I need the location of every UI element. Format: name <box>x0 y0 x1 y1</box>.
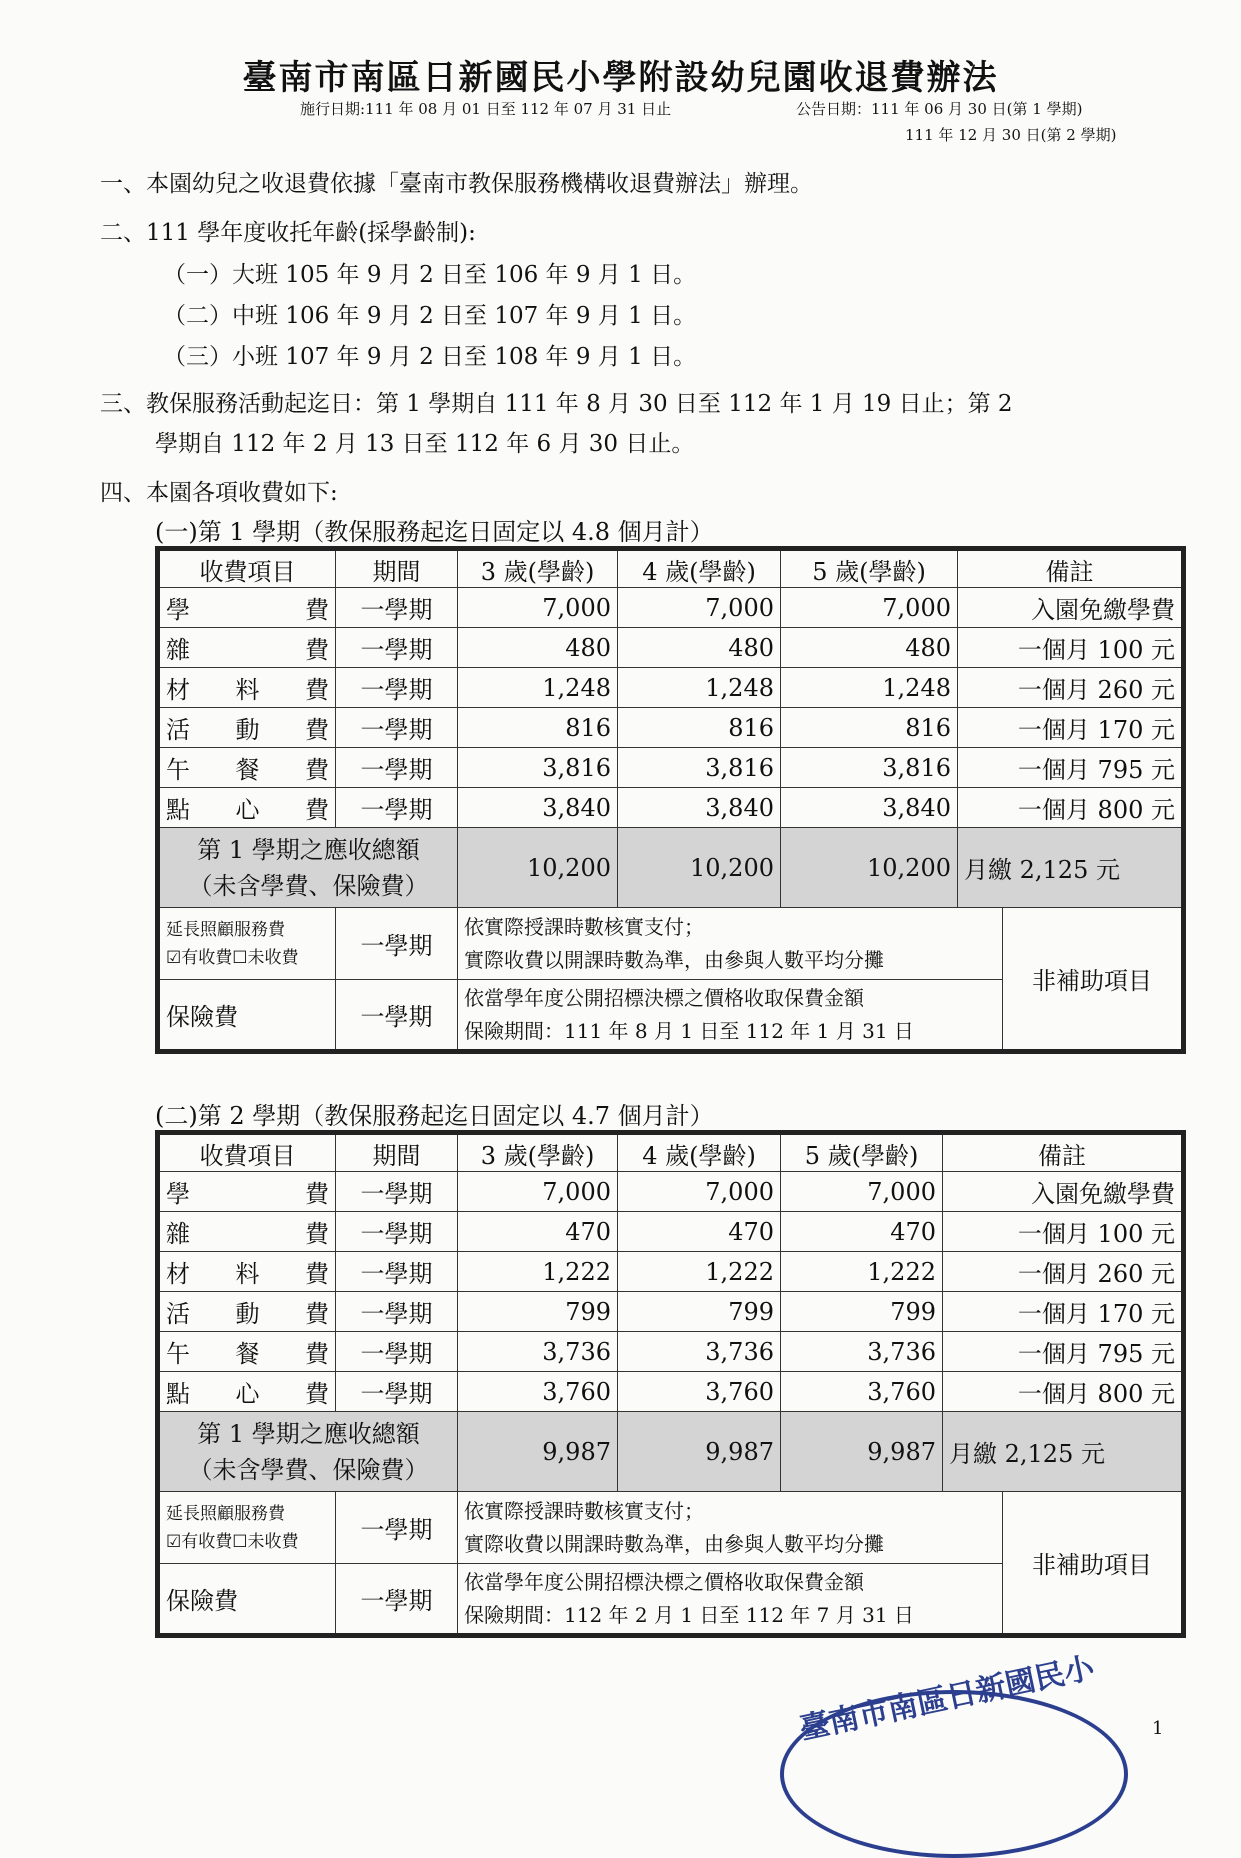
extended-care-row <box>158 908 1184 980</box>
header-note: 備註 <box>943 1133 1184 1172</box>
fee-age-3: 1,222 <box>458 1252 618 1292</box>
insurance-detail <box>458 1564 1003 1636</box>
fee-item: 午餐費 <box>158 748 336 788</box>
fee-period: 一學期 <box>336 1252 458 1292</box>
semester-1-caption: (一)第 1 學期（教保服務起迄日固定以 4.8 個月計） <box>155 518 714 546</box>
fee-age-3: 7,000 <box>458 588 618 628</box>
insurance-detail-2: 保險期間：111 年 8 月 1 日至 112 年 1 月 31 日 <box>464 1018 914 1043</box>
table-row <box>158 1372 1184 1412</box>
extended-care-period: 一學期 <box>336 908 458 980</box>
section-2-item-1: （一）大班 105 年 9 月 2 日至 106 年 9 月 1 日。 <box>163 262 697 288</box>
fee-period: 一學期 <box>336 748 458 788</box>
insurance-detail-2: 保險期間：112 年 2 月 1 日至 112 年 7 月 31 日 <box>464 1602 914 1627</box>
fee-period: 一學期 <box>336 708 458 748</box>
extended-care-detail <box>458 908 1003 980</box>
header-item: 收費項目 <box>158 1133 336 1172</box>
table-row <box>158 788 1184 828</box>
extended-care-period: 一學期 <box>336 1492 458 1564</box>
fee-age-5: 799 <box>781 1292 943 1332</box>
semester-2-caption: (二)第 2 學期（教保服務起迄日固定以 4.7 個月計） <box>155 1102 714 1130</box>
header-age-5: 5 歲(學齡) <box>781 1133 943 1172</box>
table-row <box>158 628 1184 668</box>
fee-item: 學費 <box>158 1172 336 1212</box>
fee-item: 學費 <box>158 588 336 628</box>
extended-care-row <box>158 1492 1184 1564</box>
fee-note: 一個月 260 元 <box>958 668 1184 708</box>
fee-age-3: 1,248 <box>458 668 618 708</box>
extended-care-detail-1: 依實際授課時數核實支付； <box>464 914 704 939</box>
fee-age-5: 1,248 <box>781 668 958 708</box>
fee-period: 一學期 <box>336 588 458 628</box>
fee-item: 雜費 <box>158 1212 336 1252</box>
fee-item: 材料費 <box>158 1252 336 1292</box>
announce-date-2: 111 年 12 月 30 日(第 2 學期) <box>905 126 1117 144</box>
fee-item: 雜費 <box>158 628 336 668</box>
total-age-4: 9,987 <box>618 1412 781 1492</box>
fee-note: 入園免繳學費 <box>958 588 1184 628</box>
extended-care-label <box>158 1492 336 1564</box>
document-title: 臺南市南區日新國民小學附設幼兒園收退費辦法 <box>242 58 999 98</box>
fee-item: 活動費 <box>158 1292 336 1332</box>
fee-note: 一個月 100 元 <box>958 628 1184 668</box>
total-label <box>158 1412 458 1492</box>
total-row <box>158 1412 1184 1492</box>
fee-age-5: 816 <box>781 708 958 748</box>
extended-care-detail-1: 依實際授課時數核實支付； <box>464 1498 704 1523</box>
fee-age-5: 3,736 <box>781 1332 943 1372</box>
fee-item: 點心費 <box>158 788 336 828</box>
fee-period: 一學期 <box>336 1332 458 1372</box>
fee-item: 活動費 <box>158 708 336 748</box>
fee-age-5: 3,816 <box>781 748 958 788</box>
table-row <box>158 748 1184 788</box>
fee-item: 點心費 <box>158 1372 336 1412</box>
header-age-4: 4 歲(學齡) <box>618 1133 781 1172</box>
total-age-5: 9,987 <box>781 1412 943 1492</box>
fee-note: 入園免繳學費 <box>943 1172 1184 1212</box>
table-row <box>158 1252 1184 1292</box>
semester-1-fee-table <box>155 546 1186 1054</box>
fee-age-4: 816 <box>618 708 781 748</box>
fee-age-4: 1,248 <box>618 668 781 708</box>
extended-care-detail-2: 實際收費以開課時數為準，由參與人數平均分攤 <box>464 1531 884 1556</box>
insurance-label: 保險費 <box>158 1564 336 1636</box>
fee-age-5: 480 <box>781 628 958 668</box>
section-2-item-3: （三）小班 107 年 9 月 2 日至 108 年 9 月 1 日。 <box>163 344 697 370</box>
total-row <box>158 828 1184 908</box>
table-header-row <box>158 549 1184 588</box>
header-age-5: 5 歲(學齡) <box>781 549 958 588</box>
fee-note: 一個月 795 元 <box>943 1332 1184 1372</box>
table-row <box>158 668 1184 708</box>
fee-age-4: 7,000 <box>618 1172 781 1212</box>
semester-2-fee-table <box>155 1130 1186 1638</box>
header-period: 期間 <box>336 549 458 588</box>
total-age-3: 10,200 <box>458 828 618 908</box>
fee-item: 材料費 <box>158 668 336 708</box>
fee-age-3: 480 <box>458 628 618 668</box>
fee-age-4: 799 <box>618 1292 781 1332</box>
fee-period: 一學期 <box>336 1292 458 1332</box>
fee-age-4: 3,840 <box>618 788 781 828</box>
fee-age-4: 3,816 <box>618 748 781 788</box>
fee-note: 一個月 795 元 <box>958 748 1184 788</box>
header-age-3: 3 歲(學齡) <box>458 1133 618 1172</box>
insurance-label: 保險費 <box>158 980 336 1052</box>
section-3-line-1: 三、教保服務活動起迄日：第 1 學期自 111 年 8 月 30 日至 112 年 1 月 19 日止；第 2 <box>100 391 1013 417</box>
table-row <box>158 1172 1184 1212</box>
total-note: 月繳 2,125 元 <box>943 1412 1184 1492</box>
fee-period: 一學期 <box>336 668 458 708</box>
fee-age-3: 3,840 <box>458 788 618 828</box>
total-label-line-2: （未含學費、保險費） <box>188 871 429 900</box>
section-2-item-2: （二）中班 106 年 9 月 2 日至 107 年 9 月 1 日。 <box>163 303 697 329</box>
total-label-line-2: （未含學費、保險費） <box>188 1455 429 1484</box>
table-row <box>158 588 1184 628</box>
insurance-period: 一學期 <box>336 1564 458 1636</box>
fee-item: 午餐費 <box>158 1332 336 1372</box>
school-seal-text: 臺南市南區日新國民小 <box>796 1650 1098 1748</box>
extended-care-label <box>158 908 336 980</box>
total-note: 月繳 2,125 元 <box>958 828 1184 908</box>
fee-note: 一個月 170 元 <box>958 708 1184 748</box>
fee-note: 一個月 100 元 <box>943 1212 1184 1252</box>
fee-period: 一學期 <box>336 1212 458 1252</box>
header-period: 期間 <box>336 1133 458 1172</box>
fee-age-4: 1,222 <box>618 1252 781 1292</box>
fee-note: 一個月 800 元 <box>958 788 1184 828</box>
fee-age-4: 7,000 <box>618 588 781 628</box>
table-header-row <box>158 1133 1184 1172</box>
fee-age-5: 3,760 <box>781 1372 943 1412</box>
insurance-period: 一學期 <box>336 980 458 1052</box>
table-row <box>158 1332 1184 1372</box>
insurance-detail <box>458 980 1003 1052</box>
announce-date-1: 公告日期：111 年 06 月 30 日(第 1 學期) <box>796 100 1083 118</box>
fee-age-3: 3,736 <box>458 1332 618 1372</box>
fee-age-3: 470 <box>458 1212 618 1252</box>
total-age-4: 10,200 <box>618 828 781 908</box>
fee-age-5: 7,000 <box>781 588 958 628</box>
extended-care-options: ☑有收費☐未收費 <box>166 1531 299 1552</box>
fee-age-3: 3,816 <box>458 748 618 788</box>
total-label <box>158 828 458 908</box>
table-row <box>158 708 1184 748</box>
fee-note: 一個月 170 元 <box>943 1292 1184 1332</box>
fee-period: 一學期 <box>336 1372 458 1412</box>
section-3-line-2: 學期自 112 年 2 月 13 日至 112 年 6 月 30 日止。 <box>155 431 695 457</box>
non-subsidy-note: 非補助項目 <box>1003 1492 1184 1636</box>
fee-age-3: 7,000 <box>458 1172 618 1212</box>
effective-date: 施行日期:111 年 08 月 01 日至 112 年 07 月 31 日止 <box>300 100 672 118</box>
fee-age-3: 799 <box>458 1292 618 1332</box>
header-age-3: 3 歲(學齡) <box>458 549 618 588</box>
non-subsidy-note: 非補助項目 <box>1003 908 1184 1052</box>
extended-care-title: 延長照顧服務費 <box>166 919 285 940</box>
total-age-3: 9,987 <box>458 1412 618 1492</box>
page-number: 1 <box>1152 1718 1164 1739</box>
fee-age-4: 3,736 <box>618 1332 781 1372</box>
header-item: 收費項目 <box>158 549 336 588</box>
insurance-detail-1: 依當學年度公開招標決標之價格收取保費金額 <box>464 985 864 1010</box>
fee-note: 一個月 260 元 <box>943 1252 1184 1292</box>
fee-age-3: 816 <box>458 708 618 748</box>
table-row <box>158 1292 1184 1332</box>
section-2: 二、111 學年度收托年齡(採學齡制): <box>100 220 476 246</box>
total-label-line-1: 第 1 學期之應收總額 <box>197 1419 420 1448</box>
header-note: 備註 <box>958 549 1184 588</box>
extended-care-detail <box>458 1492 1003 1564</box>
fee-period: 一學期 <box>336 1172 458 1212</box>
fee-age-4: 470 <box>618 1212 781 1252</box>
extended-care-options: ☑有收費☐未收費 <box>166 947 299 968</box>
fee-age-4: 480 <box>618 628 781 668</box>
fee-period: 一學期 <box>336 788 458 828</box>
fee-age-3: 3,760 <box>458 1372 618 1412</box>
total-label-line-1: 第 1 學期之應收總額 <box>197 835 420 864</box>
fee-age-5: 7,000 <box>781 1172 943 1212</box>
insurance-detail-1: 依當學年度公開招標決標之價格收取保費金額 <box>464 1569 864 1594</box>
fee-age-5: 1,222 <box>781 1252 943 1292</box>
fee-age-5: 3,840 <box>781 788 958 828</box>
fee-note: 一個月 800 元 <box>943 1372 1184 1412</box>
section-4: 四、本園各項收費如下: <box>100 480 338 506</box>
table-row <box>158 1212 1184 1252</box>
fee-age-4: 3,760 <box>618 1372 781 1412</box>
extended-care-title: 延長照顧服務費 <box>166 1503 285 1524</box>
total-age-5: 10,200 <box>781 828 958 908</box>
fee-age-5: 470 <box>781 1212 943 1252</box>
extended-care-detail-2: 實際收費以開課時數為準，由參與人數平均分攤 <box>464 947 884 972</box>
header-age-4: 4 歲(學齡) <box>618 549 781 588</box>
section-1: 一、本園幼兒之收退費依據「臺南市教保服務機構收退費辦法」辦理。 <box>100 171 813 197</box>
fee-period: 一學期 <box>336 628 458 668</box>
